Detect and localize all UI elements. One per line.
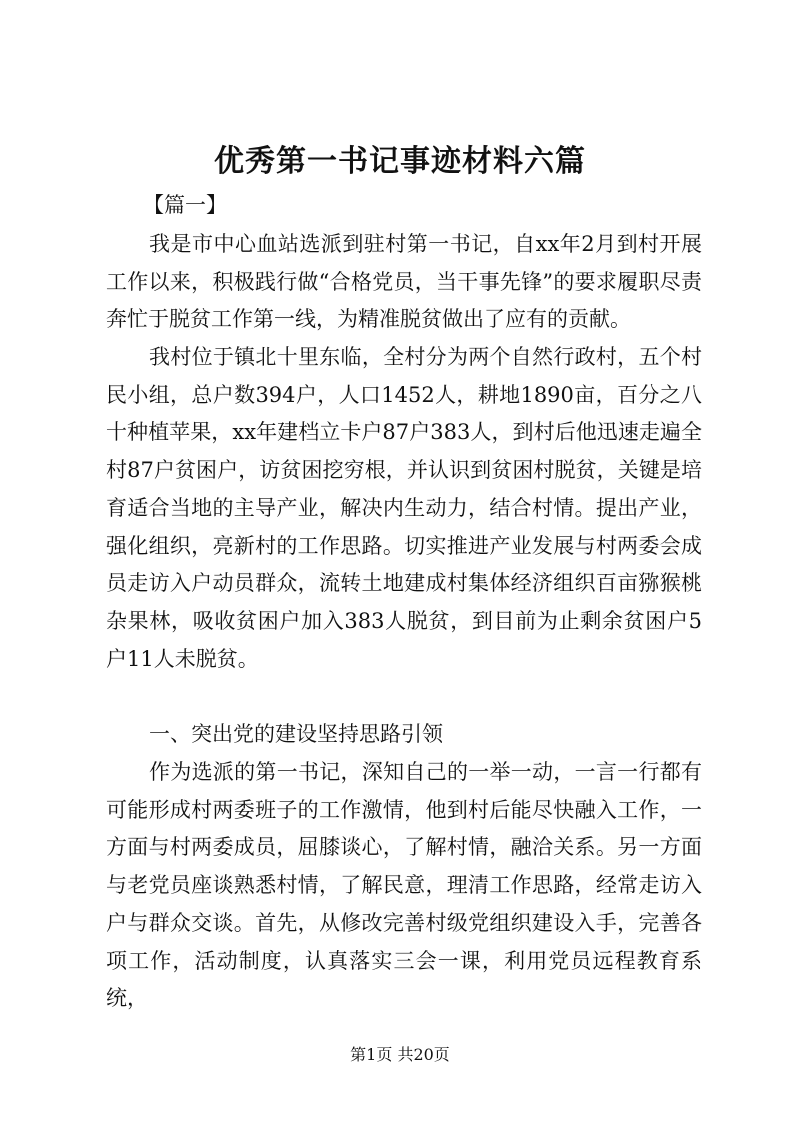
section-heading: 一、突出党的建设坚持思路引领 bbox=[149, 722, 444, 746]
document-title: 优秀第一书记事迹材料六篇 bbox=[214, 144, 586, 179]
paragraph-party-building: 作为选派的第一书记，深知自己的一举一动，一言一行都有可能形成村两委班子的工作激情，他到村后能尽快融入工作，一方面与村两委成员，屈膝谈心，了解村情，融洽关系。另一方面与老党员座谈熟悉村情，了解民意，理清工作思路，经常走访入户与群众交谈。首先，从修改完善村级党组织建设入手，完善各项工作，活动制度，认真落实三会一课，利用党员远程教育系统， bbox=[106, 760, 702, 1011]
section-label: 【篇一】 bbox=[143, 193, 227, 217]
page-footer: 第1页 共20页 bbox=[350, 1045, 450, 1064]
paragraph-intro: 我是市中心血站选派到驻村第一书记，自xx年2月到村开展工作以来，积极践行做“合格党员，当干事先锋”的要求履职尽责奔忙于脱贫工作第一线，为精准脱贫做出了应有的贡献。 bbox=[106, 232, 702, 332]
paragraph-village-overview: 我村位于镇北十里东临，全村分为两个自然行政村，五个村民小组，总户数394户，人口1452人，耕地1890亩，百分之八十种植苹果，xx年建档立卡户87户383人，到村后他迅速走遍全村87户贫困户，访贫困挖穷根，并认识到贫困村脱贫，关键是培育适合当地的主导产业，解决内生动力，结合村情。提出产业，强化组织，亮新村的工作思路。切实推进产业发展与村两委会成员走访入户动员群众，流转土地建成村集体经济组织百亩猕猴桃杂果林，吸收贫困户加入383人脱贫，到目前为止剩余贫困户5户11人未脱贫。 bbox=[106, 345, 702, 671]
